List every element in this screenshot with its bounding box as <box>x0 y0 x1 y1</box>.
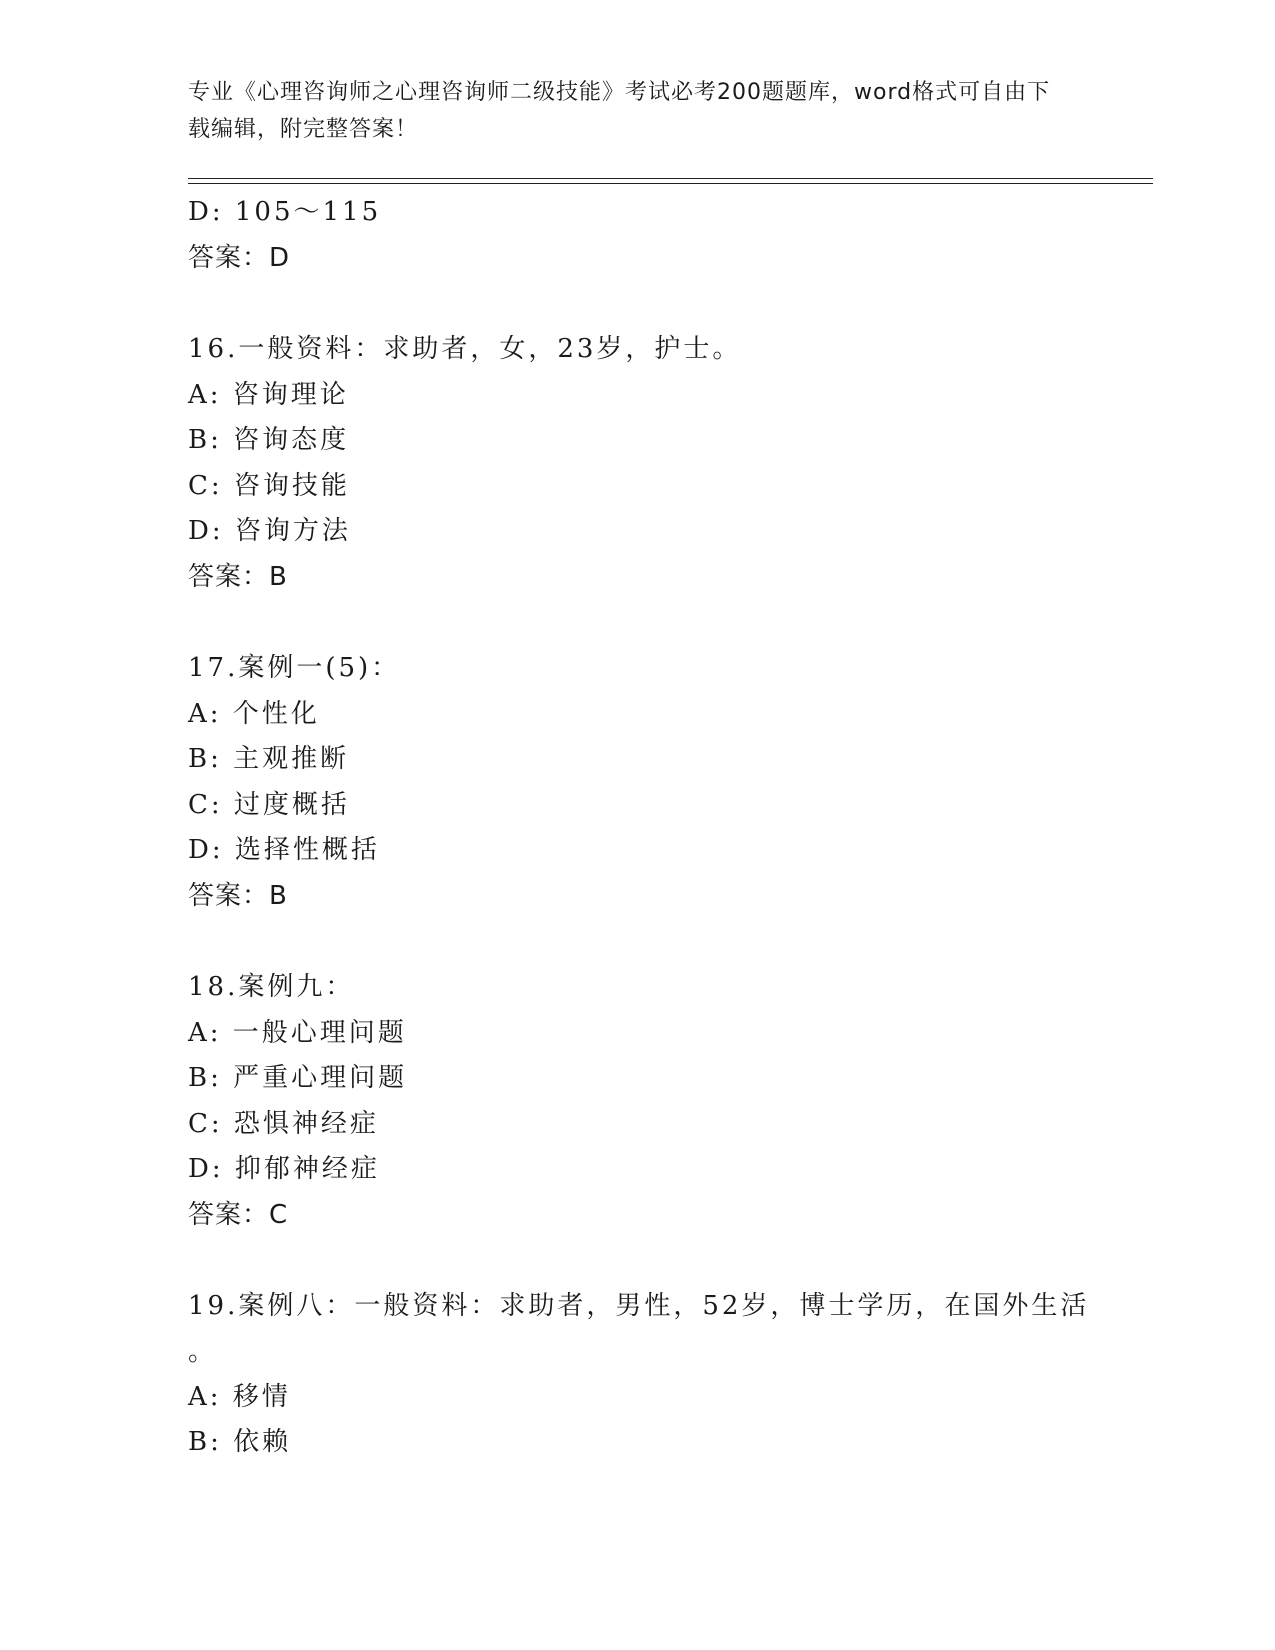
option-a: A: 个性化 <box>188 698 320 729</box>
page-header: 专业《心理咨询师之心理咨询师二级技能》考试必考200题题库，word格式可自由下载编辑，附完整答案！ <box>188 80 1051 142</box>
question-stem: 19.案例八：一般资料：求助者，男性，52岁，博士学历，在国外生活 <box>188 1291 1090 1321</box>
question-stem-continuation: 。 <box>188 1336 218 1367</box>
option-b: B: 主观推断 <box>188 744 350 774</box>
spacer <box>188 919 1108 965</box>
question-stem: 16.一般资料：求助者，女，23岁，护士。 <box>188 334 742 364</box>
question-stem: 18.案例九： <box>188 972 355 1002</box>
spacer <box>188 1238 1108 1284</box>
answer-line: 答案：B <box>188 880 288 911</box>
option-b: B: 咨询态度 <box>188 425 350 455</box>
header-double-rule <box>188 178 1153 184</box>
option-d: D: 选择性概括 <box>188 835 380 865</box>
answer-line: 答案：B <box>188 561 288 592</box>
question-stem: 17.案例一(5)： <box>188 653 401 683</box>
option-c: C: 过度概括 <box>188 789 350 820</box>
option-d: D: 抑郁神经症 <box>188 1154 380 1184</box>
option-d: D: 105～115 <box>188 197 382 227</box>
option-a: A: 移情 <box>188 1381 291 1412</box>
option-b: B: 严重心理问题 <box>188 1063 408 1093</box>
question-content <box>188 190 1108 1466</box>
option-b: B: 依赖 <box>188 1427 292 1457</box>
option-a: A: 一般心理问题 <box>188 1017 407 1048</box>
option-c: C: 咨询技能 <box>188 470 350 501</box>
answer-line: 答案：C <box>188 1199 289 1230</box>
answer-line: 答案：D <box>188 242 291 273</box>
option-a: A: 咨询理论 <box>188 379 349 410</box>
option-d: D: 咨询方法 <box>188 516 351 546</box>
spacer <box>188 281 1108 327</box>
option-c: C: 恐惧神经症 <box>188 1108 379 1139</box>
spacer <box>188 600 1108 646</box>
